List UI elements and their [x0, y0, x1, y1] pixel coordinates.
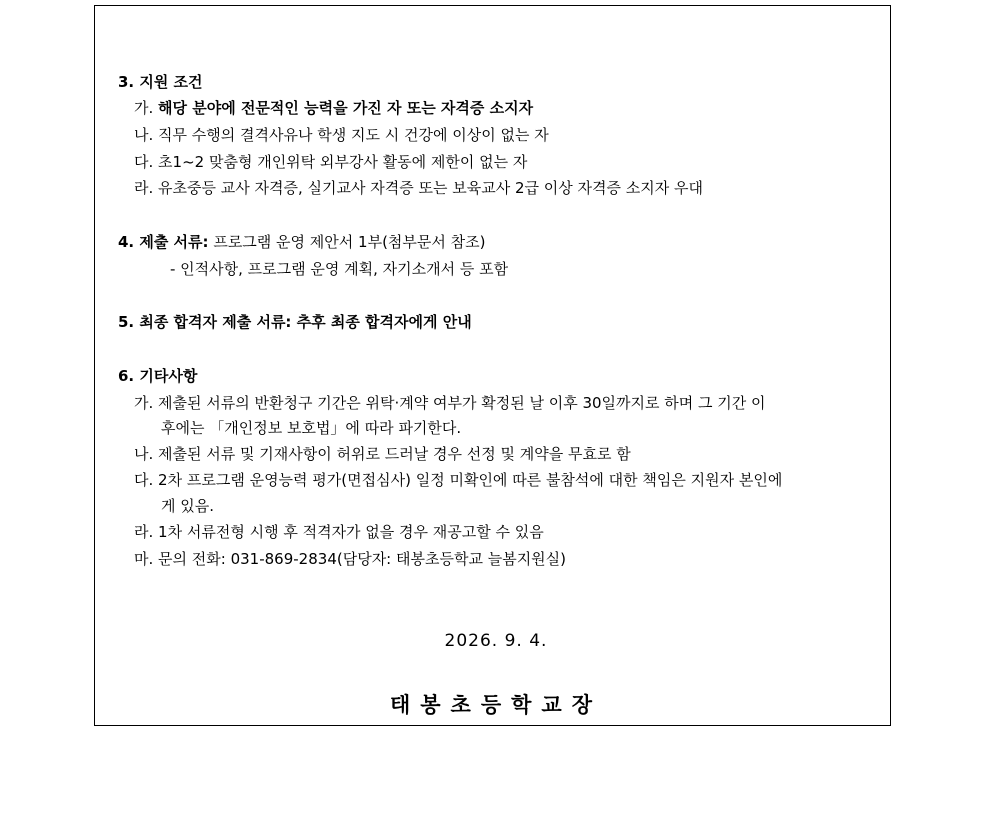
section-3-heading: 3. 지원 조건 [118, 73, 203, 91]
section-3-item-da [134, 152, 527, 172]
item-marker: 마. [134, 550, 154, 568]
item-text: 제출된 서류의 반환청구 기간은 위탁·계약 여부가 확정된 날 이후 30일까지로 하며 그 기간 이 [158, 394, 766, 412]
section-4-heading: 4. 제출 서류: [118, 233, 209, 251]
section-5-heading: 5. 최종 합격자 제출 서류: 추후 최종 합격자에게 안내 [118, 313, 472, 331]
section-6-item-na [134, 444, 631, 464]
item-marker: 다. [134, 471, 154, 489]
item-marker: 나. [134, 126, 154, 144]
section-6-item-ra [134, 522, 544, 542]
section-6-item-ga-cont: 후에는 「개인정보 보호법」에 따라 파기한다. [161, 419, 462, 437]
section-6-item-da [134, 470, 782, 490]
item-text: 초1~2 맞춤형 개인위탁 외부강사 활동에 제한이 없는 자 [158, 153, 528, 171]
section-3-item-ra [134, 178, 703, 198]
section-6-item-da-cont: 게 있음. [161, 497, 215, 515]
item-text: 유초중등 교사 자격증, 실기교사 자격증 또는 보육교사 2급 이상 자격증 소지자 우대 [158, 179, 703, 197]
section-4-line [118, 232, 486, 252]
section-3-item-na [134, 125, 549, 145]
item-text: 제출된 서류 및 기재사항이 허위로 드러날 경우 선정 및 계약을 무효로 함 [158, 445, 631, 463]
item-marker: 라. [134, 179, 154, 197]
section-6-item-ga [134, 393, 766, 413]
section-4-sub: - 인적사항, 프로그램 운영 계획, 자기소개서 등 포함 [170, 260, 509, 278]
document-date: 2026. 9. 4. [444, 631, 548, 651]
item-text: 해당 분야에 전문적인 능력을 가진 자 또는 자격증 소지자 [158, 99, 534, 117]
item-text: 2차 프로그램 운영능력 평가(면접심사) 일정 미확인에 따른 불참석에 대한 책임은 지원자 본인에 [158, 471, 783, 489]
section-4-text: 프로그램 운영 제안서 1부(첨부문서 참조) [213, 233, 486, 251]
item-marker: 가. [134, 99, 154, 117]
item-text: 1차 서류전형 시행 후 적격자가 없을 경우 재공고할 수 있음 [158, 523, 544, 541]
item-marker: 나. [134, 445, 154, 463]
section-6-item-ma [134, 549, 566, 569]
item-text: 문의 전화: 031-869-2834(담당자: 태봉초등학교 늘봄지원실) [158, 550, 567, 568]
item-marker: 다. [134, 153, 154, 171]
signature: 태봉초등학교장 [389, 693, 602, 717]
item-marker: 가. [134, 394, 154, 412]
item-text: 직무 수행의 결격사유나 학생 지도 시 건강에 이상이 없는 자 [158, 126, 549, 144]
item-marker: 라. [134, 523, 154, 541]
section-3-item-ga [134, 98, 533, 118]
section-6-heading: 6. 기타사항 [118, 367, 198, 385]
